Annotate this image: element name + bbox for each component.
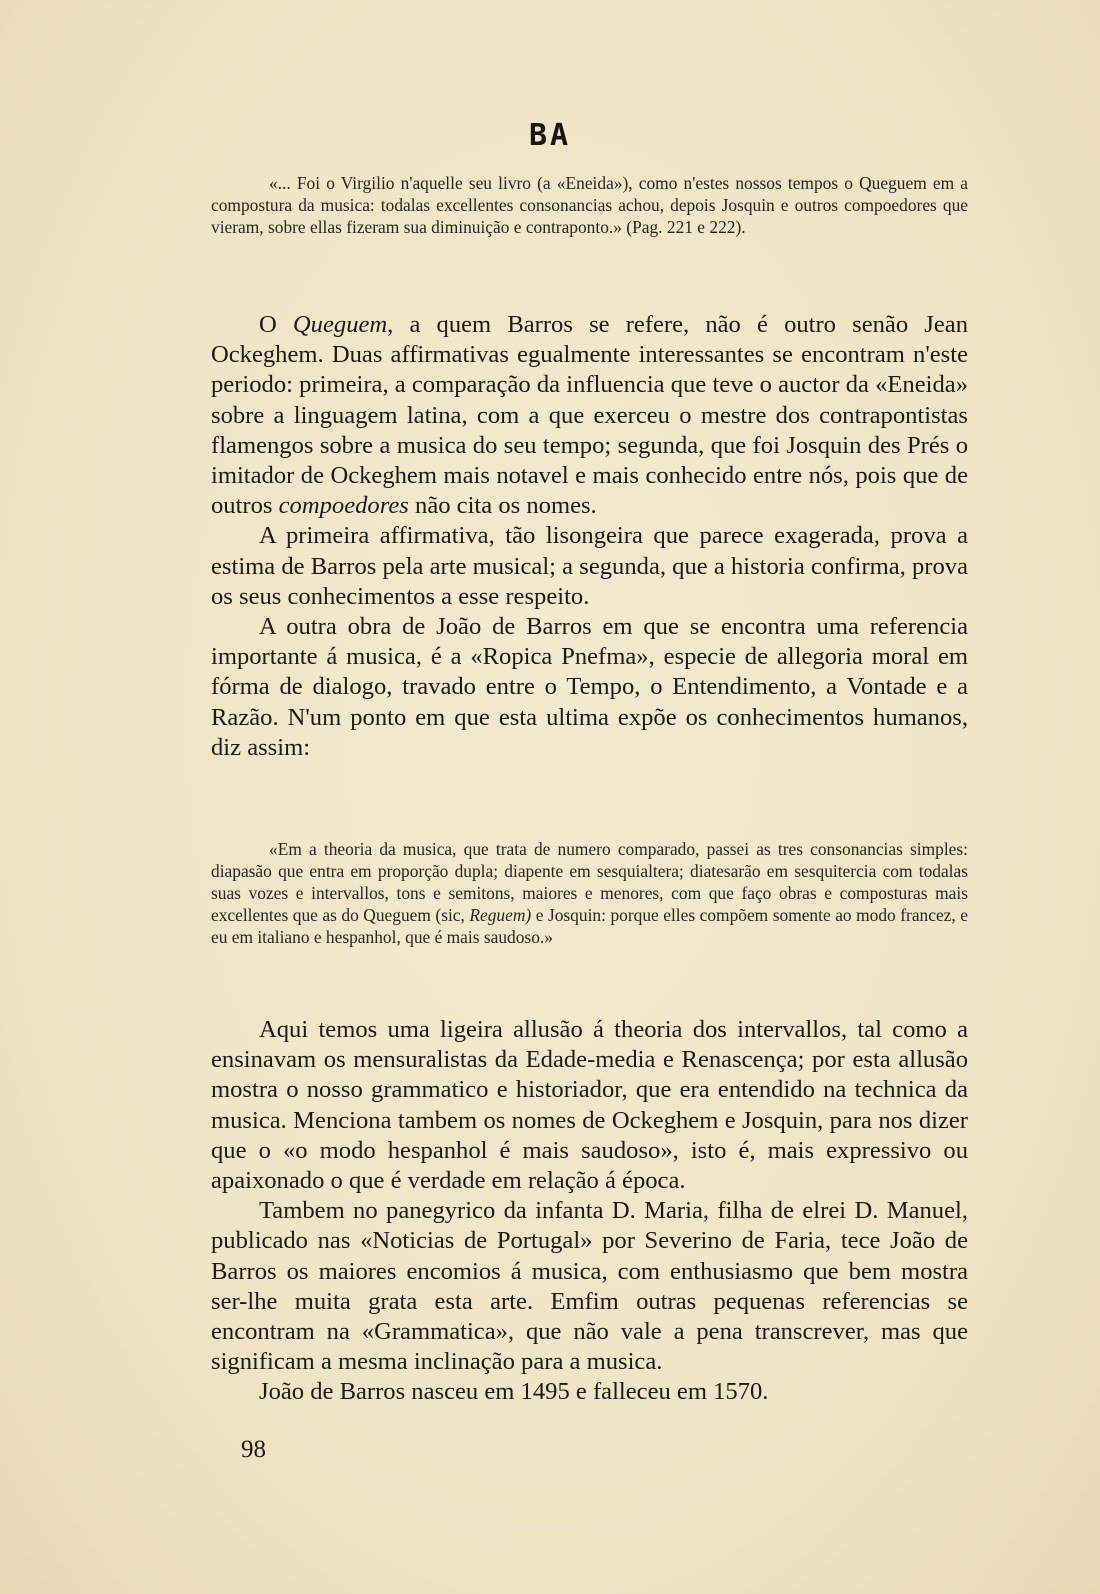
italic-term: Queguem [292,311,388,338]
italic-term: compoedores [278,492,409,520]
text-run: «Em a theoria da musica, que trata de numero comparado, passei as tres consonancias simples: diapasão que entra em proporção dupla; diapente em sesquialtera; diatesarão em sesquitercia com todalas suas vozes e intervallos, tons e semitons, maiores e menores, com que faço obras e composturas mais excellentes que as do Queguem (sic, [211,839,968,925]
text-run: não cita os nomes. [408,492,597,520]
paragraph-intervallos: Aqui temos uma ligeira allusão á theoria dos intervallos, tal como a ensinavam os mensuralistas da Edade-media e Renascença; por esta allusão mostra o nosso grammatico e historiador, que era entendido na technica da musica. Menciona tambem os nomes de Ockeghem e Josquin, para nos dizer que o «o modo hespanhol é mais saudoso», isto é, mais expressivo ou apaixonado o que é verdade em relação á época. [211,1016,968,1195]
text-run: O [259,311,293,338]
text-run: , a quem Barros se refere, não é outro senão Jean Ockeghem. Duas affirmativas egualmente interessantes se encontram n'este periodo: primeira, a comparação da influencia que teve o auctor da «Eneida» sobre a linguagem latina, com a que exerceu o mestre dos contrapontistas flamengos sobre a musica do seu tempo; segunda, que foi Josquin des Prés o imitador de Ockeghem mais notavel e mais conhecido entre nós, pois que de outros [211,311,968,520]
page-number: 98 [241,1436,266,1463]
body-text-section-1 [211,310,968,763]
paragraph-birth-death: João de Barros nasceu em 1495 e falleceu em 1570. [259,1378,769,1406]
block-quote-eneida [211,172,968,238]
running-header: BA [528,118,572,153]
italic-term: Reguem) [469,905,532,925]
text-run: e Josquin: porque elles compõem somente ao modo francez, e eu em italiano e hespanhol, que é mais saudoso.» [211,905,968,947]
paragraph-panegyrico: Tambem no panegyrico da infanta D. Maria, filha de elrei D. Manuel, publicado nas «Noticias de Portugal» por Severino de Faria, tece João de Barros os maiores encomios á musica, com enthusiasmo que bem mostra ser-lhe muita grata esta arte. Emfim outras pequenas referencias se encontram na «Grammatica», que não vale a pena transcrever, mas que significam a mesma inclinação para a musica. [211,1197,968,1376]
paragraph-ropica-pnefma: A outra obra de João de Barros em que se encontra uma referencia importante á musica, é a «Ropica Pnefma», especie de allegoria moral em fórma de dialogo, travado entre o Tempo, o Entendimento, a Vontade e a Razão. N'um ponto em que esta ultima expõe os conhecimentos humanos, diz assim: [211,613,968,761]
quote-text [211,838,968,948]
paragraph-primeira-affirmativa: A primeira affirmativa, tão lisongeira que parece exagerada, prova a estima de Barros pela arte musical; a segunda, que a historia confirma, prova os seus conhecimentos a esse respeito. [211,522,968,610]
paragraph-queguem [211,310,968,521]
block-quote-theoria [211,838,968,948]
quote-text: «... Foi o Virgilio n'aquelle seu livro (a «Eneida»), como n'estes nossos tempos o Queguem em a compostura da musica: todalas excellentes consonancias achou, depois Josquin e outros compoedores que vieram, sobre ellas fizeram sua diminuição e contraponto.» (Pag. 221 e 222). [211,173,968,237]
body-text-section-2 [211,1015,968,1408]
